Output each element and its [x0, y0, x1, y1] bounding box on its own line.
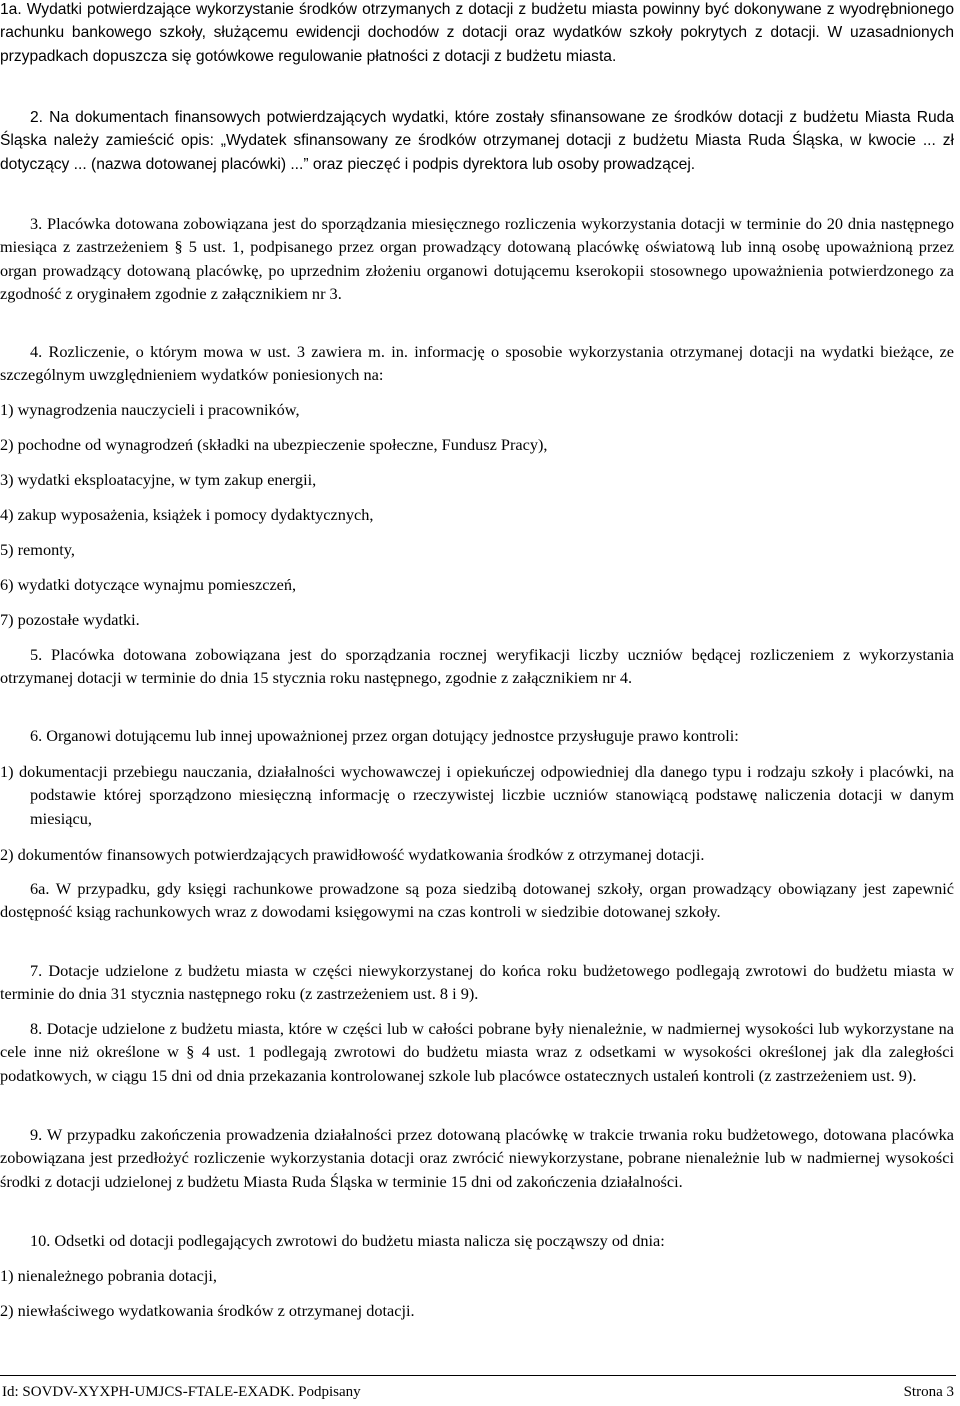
paragraph-1a: 1a. Wydatki potwierdzające wykorzystanie środków otrzymanych z dotacji z budżetu miasta powinny być dokonywane z wyodrębnionego rachunku bankowego szkoły, służącemu ewidencji dochodów z dotacji oraz wydatków szkoły pokrytych z dotacji. W uzasadnionych przypadkach dopuszcza się gotówkowe regulowanie płatności z dotacji z budżetu miasta. — [0, 1, 954, 65]
paragraph-6a: 6a. W przypadku, gdy księgi rachunkowe prowadzone są poza siedzibą dotowanej szkoły, organ prowadzący obowiązany jest zapewnić dostępność ksiąg rachunkowych wraz z dowodami księgowymi na czas kontroli w siedzibie dotowanej szkoły. — [0, 879, 954, 922]
paragraph-3: 3. Placówka dotowana zobowiązana jest do sporządzania miesięcznego rozliczenia wykorzystania dotacji w terminie do 20 dnia następnego miesiąca z zastrzeżeniem § 5 ust. 1, podpisanego przez organ prowadzący dotowaną placówkę oświatową lub inną osobę upoważnioną przez organ prowadzący dotowaną placówkę, po uprzednim złożeniu organowi dotującemu kserokopii stosownego upoważnienia potwierdzonego za zgodność z oryginałem zgodnie z załącznikiem nr 3. — [0, 214, 954, 304]
list-item-4-1: 1) wynagrodzenia nauczycieli i pracowników, — [0, 400, 300, 419]
footer-document-id: Id: SOVDV-XYXPH-UMJCS-FTALE-EXADK. Podpisany — [2, 1384, 361, 1400]
list-item-4-7: 7) pozostałe wydatki. — [0, 610, 140, 629]
list-item-4-2: 2) pochodne od wynagrodzeń (składki na ubezpieczenie społeczne, Fundusz Pracy), — [0, 435, 548, 454]
list-item-4-4: 4) zakup wyposażenia, książek i pomocy dydaktycznych, — [0, 505, 374, 524]
paragraph-2: 2. Na dokumentach finansowych potwierdzających wydatki, które zostały sfinansowane ze środków dotacji z budżetu Miasta Ruda Śląska należy zamieścić opis: „Wydatek sfinansowany ze środków otrzymanej dotacji z budżetu Miasta Ruda Śląska, w kwocie ... zł dotyczący ... (nazwa dotowanej placówki) ...” oraz pieczęć i podpis dyrektora lub osoby prowadzącej. — [0, 109, 954, 173]
footer-page-number: Strona 3 — [903, 1384, 954, 1400]
paragraph-4: 4. Rozliczenie, o którym mowa w ust. 3 zawiera m. in. informację o sposobie wykorzystania otrzymanej dotacji na wydatki bieżące, ze szczególnym uwzględnieniem wydatków poniesionych na: — [0, 342, 954, 385]
list-item-10-2: 2) niewłaściwego wydatkowania środków z otrzymanej dotacji. — [0, 1301, 415, 1320]
list-item-10-1: 1) nienależnego pobrania dotacji, — [0, 1266, 217, 1285]
paragraph-8: 8. Dotacje udzielone z budżetu miasta, które w części lub w całości pobrane były nienależnie, w nadmiernej wysokości lub wykorzystane na cele inne niż określone w § 4 ust. 1 podlegają zwrotowi do budżetu miasta wraz z odsetkami w wysokości określonej jak dla zaległości podatkowych, w ciągu 15 dni od dnia przekazania kontrolowanej szkole lub placówce ostatecznych ustaleń kontroli (z zastrzeżeniem ust. 9). — [0, 1019, 954, 1085]
list-item-4-5: 5) remonty, — [0, 540, 75, 559]
list-item-6-2: 2) dokumentów finansowych potwierdzających prawidłowość wydatkowania środków z otrzymanej dotacji. — [0, 845, 705, 864]
paragraph-5: 5. Placówka dotowana zobowiązana jest do sporządzania rocznej weryfikacji liczby uczniów będącej rozliczeniem z wykorzystania otrzymanej dotacji w terminie do dnia 15 stycznia roku następnego, zgodnie z załącznikiem nr 4. — [0, 645, 954, 688]
paragraph-9: 9. W przypadku zakończenia prowadzenia działalności przez dotowaną placówkę w trakcie trwania roku budżetowego, dotowana placówka zobowiązana jest przedłożyć rozliczenie wykorzystania dotacji oraz zwrócić niewykorzystane, pobrane nienależnie lub w nadmiernej wysokości środki z dotacji udzielonej z budżetu Miasta Ruda Śląska w terminie 15 dni od zakończenia działalności. — [0, 1125, 954, 1191]
list-item-4-6: 6) wydatki dotyczące wynajmu pomieszczeń, — [0, 575, 297, 594]
list-item-4-3: 3) wydatki eksploatacyjne, w tym zakup energii, — [0, 470, 317, 489]
footer-divider — [0, 1375, 956, 1376]
paragraph-10: 10. Odsetki od dotacji podlegających zwrotowi do budżetu miasta nalicza się począwszy od dnia: — [30, 1231, 665, 1250]
list-item-6-1: 1) dokumentacji przebiegu nauczania, działalności wychowawczej i opiekuńczej odpowiedniej dla danego typu i rodzaju szkoły i placówki, na podstawie której sporządzono miesięczną informację o rzeczywistej liczbie uczniów stanowiącą podstawę naliczenia dotacji w danym miesiącu, — [0, 762, 954, 828]
paragraph-7: 7. Dotacje udzielone z budżetu miasta w części niewykorzystanej do końca roku budżetowego podlegają zwrotowi do budżetu miasta w terminie do dnia 31 stycznia następnego roku (z zastrzeżeniem ust. 8 i 9). — [0, 961, 954, 1004]
paragraph-6: 6. Organowi dotującemu lub innej upoważnionej przez organ dotujący jednostce przysługuje prawo kontroli: — [30, 726, 739, 745]
